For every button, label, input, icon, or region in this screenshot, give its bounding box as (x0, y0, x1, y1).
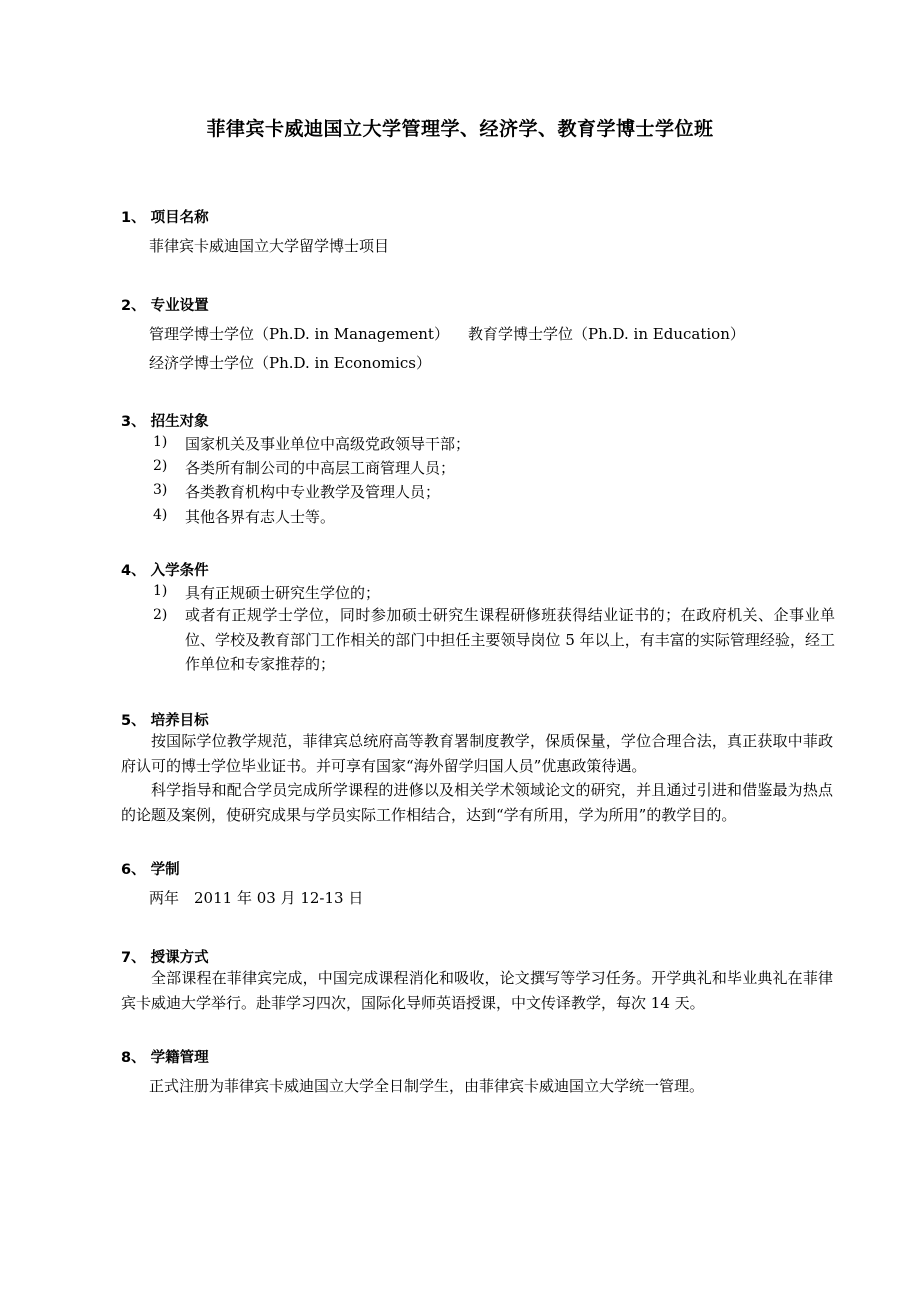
list-item: 或者有正规学士学位，同时参加硕士研究生课程研修班获得结业证书的；在政府机关、企事业单位、学校及教育部门工作相关的部门中担任主要领导岗位 5 年以上，有丰富的实际管理经验，经工作单位和专家推荐的； (185, 606, 835, 673)
list-item-number: 1) (153, 434, 168, 450)
section-1-heading: 1、 项目名称 (121, 210, 209, 226)
document-title: 菲律宾卡威迪国立大学管理学、经济学、教育学博士学位班 (206, 118, 714, 140)
section-7-heading: 7、 授课方式 (121, 950, 209, 966)
major-management: 管理学博士学位（Ph.D. in Management） (149, 325, 449, 343)
section-2-heading: 2、 专业设置 (121, 298, 209, 314)
list-item: 其他各界有志人士等。 (185, 508, 336, 526)
section-3-heading: 3、 招生对象 (121, 414, 209, 430)
list-item: 国家机关及事业单位中高级党政领导干部； (185, 435, 471, 453)
major-economics: 经济学博士学位（Ph.D. in Economics） (149, 354, 431, 372)
list-item-number: 3) (153, 482, 168, 498)
section-6-heading: 6、 学制 (121, 862, 180, 878)
section-1-text: 菲律宾卡威迪国立大学留学博士项目 (149, 237, 390, 255)
list-item-number: 4) (153, 507, 168, 523)
duration-text: 两年 2011 年 03 月 12-13 日 (149, 889, 364, 907)
major-education: 教育学博士学位（Ph.D. in Education） (468, 325, 745, 343)
teaching-paragraph: 全部课程在菲律宾完成，中国完成课程消化和吸收，论文撰写等学习任务。开学典礼和毕业典礼在菲律宾卡威迪大学举行。赴菲学习四次，国际化导师英语授课，中文传译教学，每次 14 天。 (121, 969, 833, 1012)
section-8-heading: 8、 学籍管理 (121, 1050, 209, 1066)
enrollment-text: 正式注册为菲律宾卡威迪国立大学全日制学生，由菲律宾卡威迪国立大学统一管理。 (149, 1077, 705, 1095)
list-item: 各类所有制公司的中高层工商管理人员； (185, 459, 456, 477)
list-item-number: 1) (153, 583, 168, 599)
section-5-heading: 5、 培养目标 (121, 713, 209, 729)
list-item-number: 2) (153, 607, 168, 623)
section-4-heading: 4、 入学条件 (121, 563, 209, 579)
list-item-number: 2) (153, 458, 168, 474)
list-item: 具有正规硕士研究生学位的； (185, 584, 381, 602)
list-item: 各类教育机构中专业教学及管理人员； (185, 483, 441, 501)
goal-paragraph-1: 按国际学位教学规范，菲律宾总统府高等教育署制度教学，保质保量，学位合理合法，真正获取中菲政府认可的博士学位毕业证书。并可享有国家“海外留学归国人员”优惠政策待遇。 (121, 732, 833, 775)
goal-paragraph-2: 科学指导和配合学员完成所学课程的进修以及相关学术领域论文的研究，并且通过引进和借鉴最为热点的论题及案例，使研究成果与学员实际工作相结合，达到“学有所用，学为所用”的教学目的。 (121, 781, 833, 824)
